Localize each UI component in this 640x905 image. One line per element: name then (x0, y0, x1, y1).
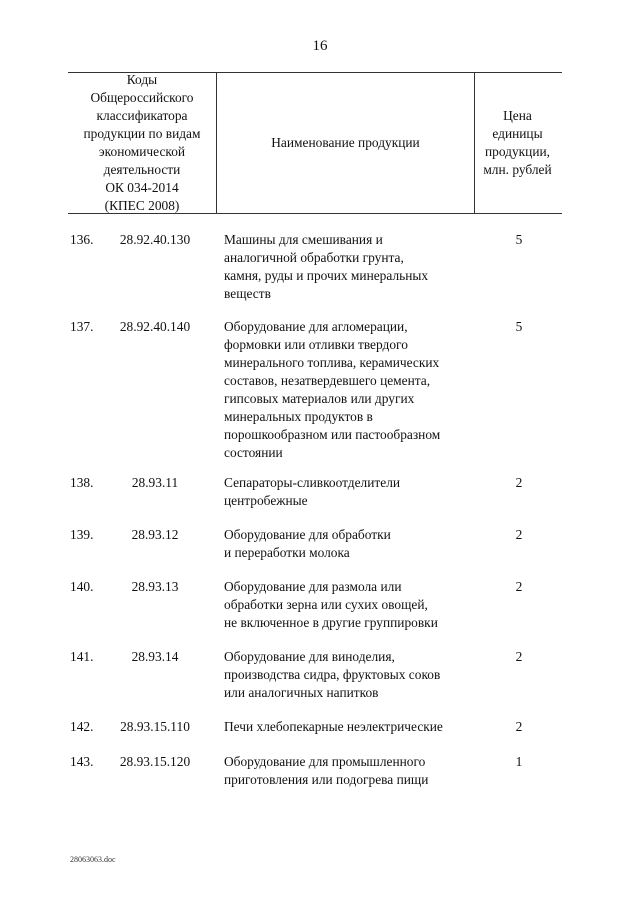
row-product-name-line: Оборудование для обработки (224, 527, 391, 542)
row-code: 28.92.40.140 (119, 319, 191, 334)
row-code: 28.93.14 (131, 649, 179, 664)
header-codes-line: ОК 034-2014 (105, 180, 179, 195)
row-number: 137. (70, 319, 94, 334)
row-price: 2 (515, 579, 523, 594)
header-name-text: Наименование продукции (271, 135, 420, 150)
row-product-name (224, 578, 484, 632)
row-product-name-line: веществ (224, 286, 271, 301)
row-code: 28.92.40.130 (119, 232, 191, 247)
row-number: 136. (70, 232, 94, 247)
page-number: 16 (312, 38, 328, 54)
header-price (473, 73, 562, 213)
header-price-text (483, 107, 551, 179)
row-product-name-line: состоянии (224, 445, 283, 460)
row-product-name-line: Оборудование для агломерации, (224, 319, 408, 334)
row-price: 2 (515, 475, 523, 490)
row-product-name-line: и переработки молока (224, 545, 350, 560)
row-number: 140. (70, 579, 94, 594)
row-number: 141. (70, 649, 94, 664)
row-price: 2 (515, 527, 523, 542)
row-product-name-line: производства сидра, фруктовых соков (224, 667, 441, 682)
header-price-line: продукции, (484, 144, 550, 159)
row-product-name-line: Оборудование для промышленного (224, 754, 426, 769)
row-product-name-line: приготовления или подогрева пищи (224, 772, 429, 787)
header-price-line: млн. рублей (483, 162, 552, 177)
row-product-name-line: обработки зерна или сухих овощей, (224, 597, 428, 612)
table-header (68, 72, 562, 214)
row-number: 142. (70, 719, 94, 734)
row-price: 2 (515, 719, 523, 734)
row-product-name (224, 718, 484, 736)
row-product-name-line: Оборудование для размола или (224, 579, 402, 594)
header-codes-line: продукции по видам (83, 126, 201, 141)
row-product-name (224, 753, 484, 789)
row-product-name-line: составов, незатвердевшего цемента, (224, 373, 431, 388)
header-codes-line: деятельности (103, 162, 181, 177)
row-price: 5 (515, 232, 523, 247)
row-number: 139. (70, 527, 94, 542)
row-product-name-line: гипсовых материалов или других (224, 391, 415, 406)
row-code: 28.93.13 (131, 579, 179, 594)
row-product-name-line: аналогичной обработки грунта, (224, 250, 404, 265)
header-codes-line: классификатора (96, 108, 188, 123)
row-product-name-line: центробежные (224, 493, 308, 508)
row-price: 2 (515, 649, 523, 664)
row-code: 28.93.11 (131, 475, 179, 490)
row-product-name-line: или аналогичных напитков (224, 685, 379, 700)
row-code: 28.93.15.110 (120, 719, 190, 734)
row-code: 28.93.15.120 (119, 754, 191, 769)
row-code: 28.93.12 (131, 527, 179, 542)
header-codes-text (84, 71, 201, 215)
row-product-name-line: Машины для смешивания и (224, 232, 383, 247)
row-product-name (224, 231, 484, 303)
row-product-name-line: минеральных продуктов в (224, 409, 373, 424)
row-number: 138. (70, 475, 94, 490)
header-codes-line: Коды (126, 72, 158, 87)
row-product-name-line: Печи хлебопекарные неэлектрические (224, 719, 443, 734)
document-filename: 28063063.doc (70, 855, 116, 864)
row-product-name-line: камня, руды и прочих минеральных (224, 268, 429, 283)
row-product-name (224, 474, 484, 510)
row-product-name-line: не включенное в другие группировки (224, 615, 438, 630)
row-product-name (224, 526, 484, 562)
header-name (216, 73, 475, 213)
header-codes (68, 73, 216, 213)
row-product-name-line: формовки или отливки твердого (224, 337, 408, 352)
header-price-line: Цена (503, 108, 532, 123)
row-product-name-line: порошкообразном или пастообразном (224, 427, 441, 442)
row-product-name-line: минерального топлива, керамических (224, 355, 440, 370)
row-number: 143. (70, 754, 94, 769)
row-product-name (224, 648, 484, 702)
row-price: 1 (515, 754, 523, 769)
header-codes-line: экономической (98, 144, 186, 159)
row-product-name-line: Оборудование для виноделия, (224, 649, 395, 664)
row-product-name (224, 318, 484, 462)
row-price: 5 (515, 319, 523, 334)
header-price-line: единицы (492, 126, 543, 141)
header-codes-line: (КПЕС 2008) (104, 198, 180, 213)
header-codes-line: Общероссийского (90, 90, 194, 105)
row-product-name-line: Сепараторы-сливкоотделители (224, 475, 401, 490)
